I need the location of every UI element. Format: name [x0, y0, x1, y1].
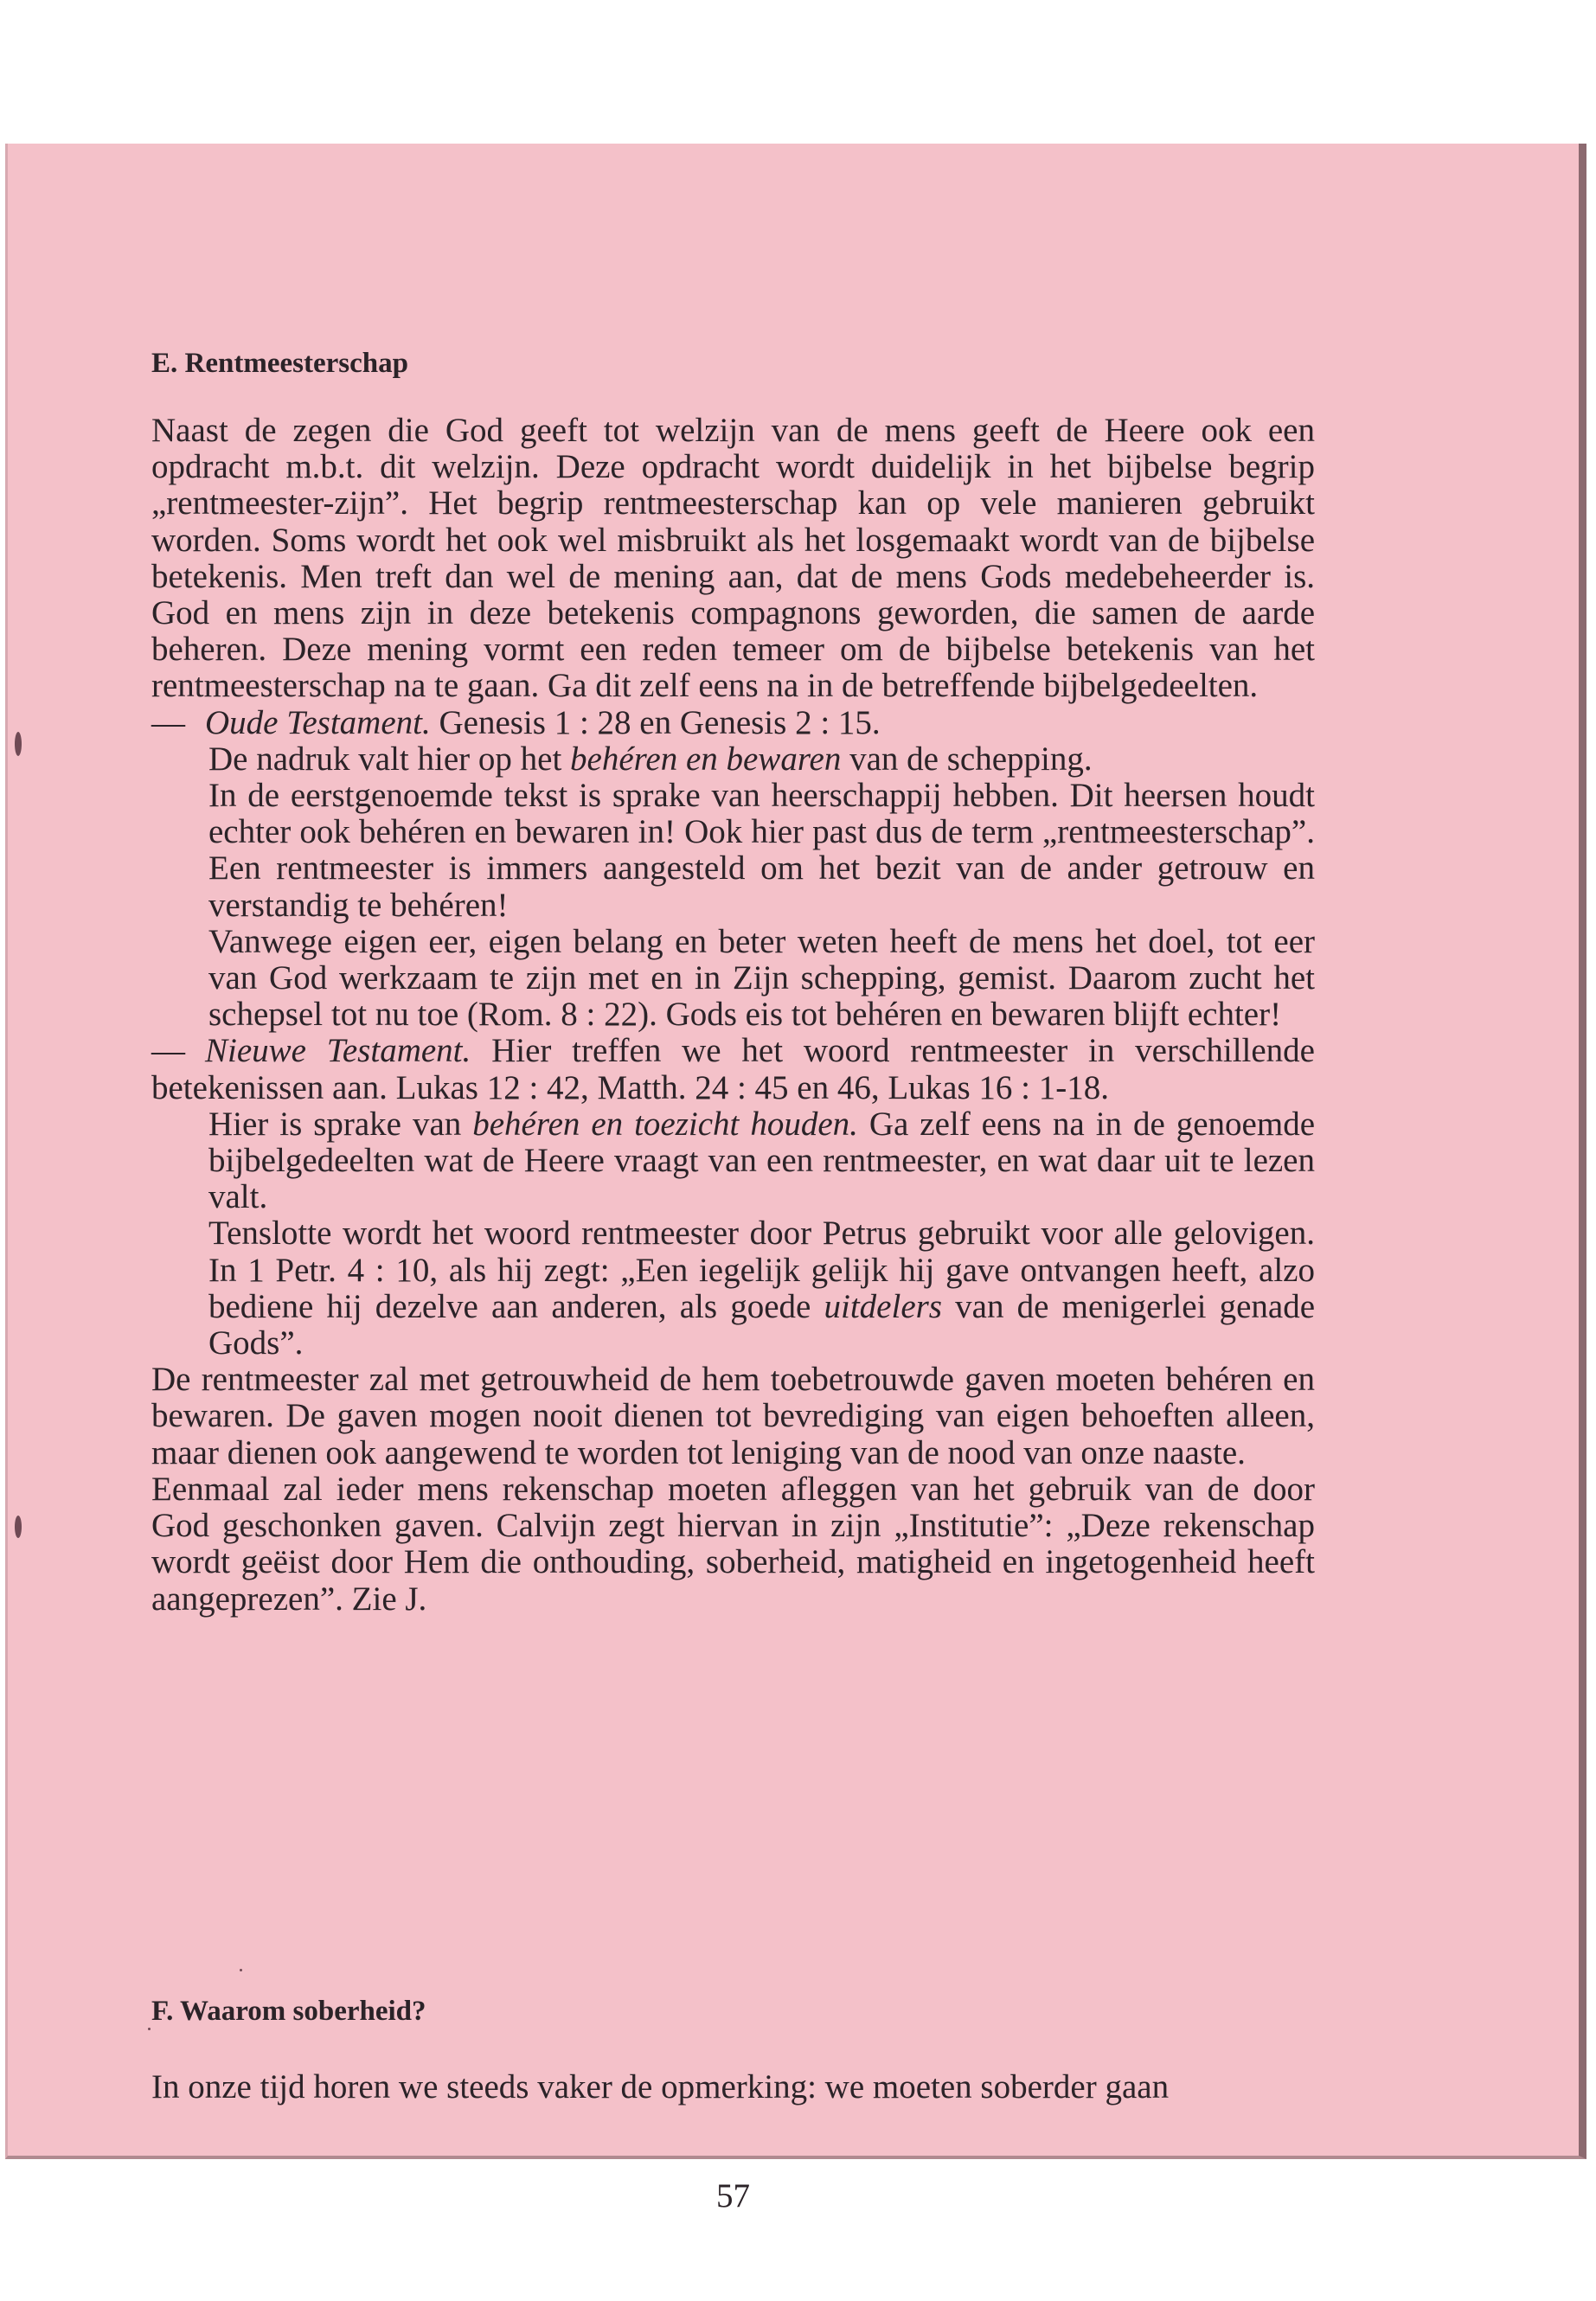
nt-emphasis: behéren en toezicht houden. [472, 1105, 858, 1143]
rentmeester-paragraph: De rentmeester zal met getrouwheid de hem toebetrouwde gaven moeten behéren en bewaren. De gaven mogen nooit dienen tot bevrediging van eigen behoeften alleen, maar dienen ook aangewend te worden tot leniging van de nood van onze naaste. [151, 1361, 1315, 1471]
speck-mark [148, 2028, 151, 2030]
eenmaal-paragraph: Eenmaal zal ieder mens rekenschap moeten afleggen van het gebruik van de door God geschonken gaven. Calvijn zegt hiervan in zijn „Institutie”: „Deze rekenschap wordt geëist door Hem die onthouding, soberheid, matigheid en ingetogenheid heeft aangeprezen”. Zie J. [151, 1470, 1315, 1618]
ot-item [151, 705, 1315, 741]
nt-text: Hier treffen we het woord rentmeester in verschillende betekenissen aan. Lukas 12 : 42, Matth. 24 : 45 en 46, Lukas 16 : 1-18. [151, 1032, 1315, 1106]
nt-item [151, 1033, 1315, 1106]
section-f-paragraph: In onze tijd horen we steeds vaker de opmerking: we moeten soberder gaan [151, 2068, 1170, 2106]
ot-emphasis: behéren en bewaren [570, 740, 842, 778]
nt-text: Hier is sprake van [208, 1105, 462, 1143]
nt-title: Nieuwe Testament. [205, 1032, 471, 1070]
ot-paragraph-2: In de eerstgenoemde tekst is sprake van heerschappij hebben. Dit heersen houdt echter ook behéren en bewaren in! Ook hier past dus de term „rentmeesterschap”. Een rentmeester is immers aangesteld om het bezit van de ander getrouw en verstandig te behéren! [208, 777, 1315, 924]
speck-mark [240, 1969, 242, 1971]
section-e-body [151, 413, 1315, 1618]
section-heading-f: F. Waarom soberheid? [151, 1996, 426, 2027]
dash-bullet: — [151, 1032, 185, 1070]
ot-paragraph-1 [151, 741, 1315, 778]
section-heading-e: E. Rentmeesterschap [151, 348, 408, 379]
nt-paragraph-2 [151, 1106, 1315, 1216]
intro-paragraph: Naast de zegen die God geeft tot welzijn van de mens geeft de Heere ook een opdracht m.b.t. dit welzijn. Deze opdracht wordt duidelijk in het bijbelse begrip „rentmeester-zijn”. Het begrip rentmeesterschap kan op vele manieren gebruikt worden. Soms wordt het ook wel misbruikt als het losgemaakt wordt van de bijbelse betekenis. Men treft dan wel de mening aan, dat de mens Gods medebeheerder is. God en mens zijn in deze betekenis compagnons geworden, die samen de aarde beheren. Deze mening vormt een reden temeer om de bijbelse betekenis van het rentmeesterschap na te gaan. Ga dit zelf eens na in de betreffende bijbelgedeelten. [151, 412, 1315, 705]
page-number: 57 [716, 2177, 750, 2214]
nt-emphasis: uitdelers [824, 1287, 942, 1325]
binding-mark [15, 1516, 22, 1538]
nt-text: van de menigerlei genade Gods”. [208, 1287, 1316, 1362]
binding-mark [15, 732, 22, 756]
ot-paragraph-3: Vanwege eigen eer, eigen belang en beter weten heeft de mens het doel, tot eer van God werkzaam te zijn met en in Zijn schepping, gemist. Daarom zucht het schepsel tot nu toe (Rom. 8 : 22). Gods eis tot behéren en bewaren blijft echter! [208, 922, 1315, 1034]
nt-text: Ga zelf eens na in de genoemde bijbelgedeelten wat de Heere vraagt van een rentmeester, en wat daar uit te lezen valt. [208, 1105, 1316, 1216]
ot-text: van de schepping. [849, 740, 1093, 778]
ot-text: De nadruk valt hier op het [208, 740, 562, 778]
ot-refs: Genesis 1 : 28 en Genesis 2 : 15. [439, 703, 881, 741]
dash-bullet: — [151, 703, 185, 741]
book-page [5, 144, 1586, 2214]
nt-paragraph-3 [151, 1215, 1315, 1362]
ot-title: Oude Testament. [205, 703, 431, 741]
nt-text: Tenslotte wordt het woord rentmeester door Petrus gebruikt voor alle gelovigen. In 1 Petr. 4 : 10, als hij zegt: „Een iegelijk gelijk hij gave ontvangen heeft, alzo bediene hij dezelve aan anderen, als goede [208, 1215, 1315, 1325]
